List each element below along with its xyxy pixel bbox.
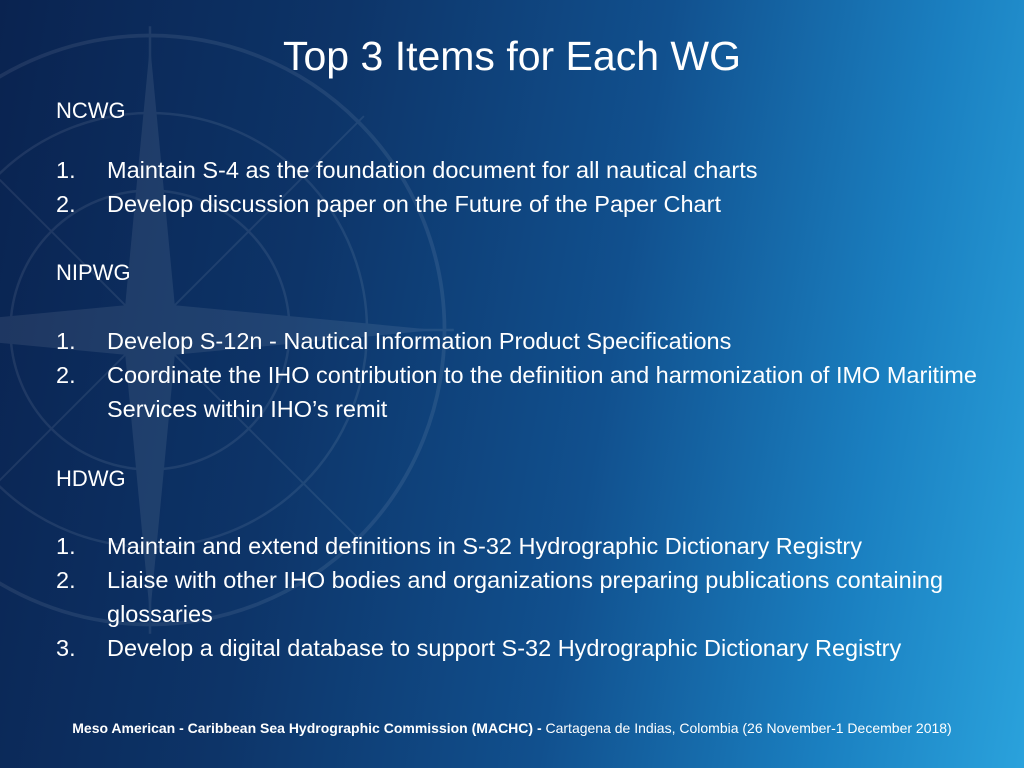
section-heading-ncwg: NCWG xyxy=(56,98,126,123)
item-number: 3. xyxy=(56,635,76,661)
item-number: 2. xyxy=(56,567,76,593)
item-number: 1. xyxy=(56,533,76,559)
item-text: Liaise with other IHO bodies and organizations preparing publications containing glossaries xyxy=(107,567,944,627)
footer-event: Cartagena de Indias, Colombia (26 November-1 December 2018) xyxy=(545,720,952,736)
item-number: 1. xyxy=(56,328,76,354)
section-heading-hdwg: HDWG xyxy=(56,466,126,491)
slide-footer xyxy=(0,718,1024,738)
item-text: Develop discussion paper on the Future of the Paper Chart xyxy=(107,191,721,217)
section-heading-nipwg: NIPWG xyxy=(56,260,131,285)
slide-title: Top 3 Items for Each WG xyxy=(283,33,741,79)
item-text: Maintain S-4 as the foundation document for all nautical charts xyxy=(107,157,758,183)
item-text: Maintain and extend definitions in S-32 Hydrographic Dictionary Registry xyxy=(107,533,862,559)
item-text: Coordinate the IHO contribution to the definition and harmonization of IMO Maritime Services within IHO’s remit xyxy=(107,362,977,422)
footer-organization: Meso American - Caribbean Sea Hydrographic Commission (MACHC) - xyxy=(72,720,546,736)
item-text: Develop S-12n - Nautical Information Product Specifications xyxy=(107,328,732,354)
item-number: 2. xyxy=(56,362,76,388)
item-number: 1. xyxy=(56,157,76,183)
item-number: 2. xyxy=(56,191,76,217)
item-text: Develop a digital database to support S-32 Hydrographic Dictionary Registry xyxy=(107,635,902,661)
